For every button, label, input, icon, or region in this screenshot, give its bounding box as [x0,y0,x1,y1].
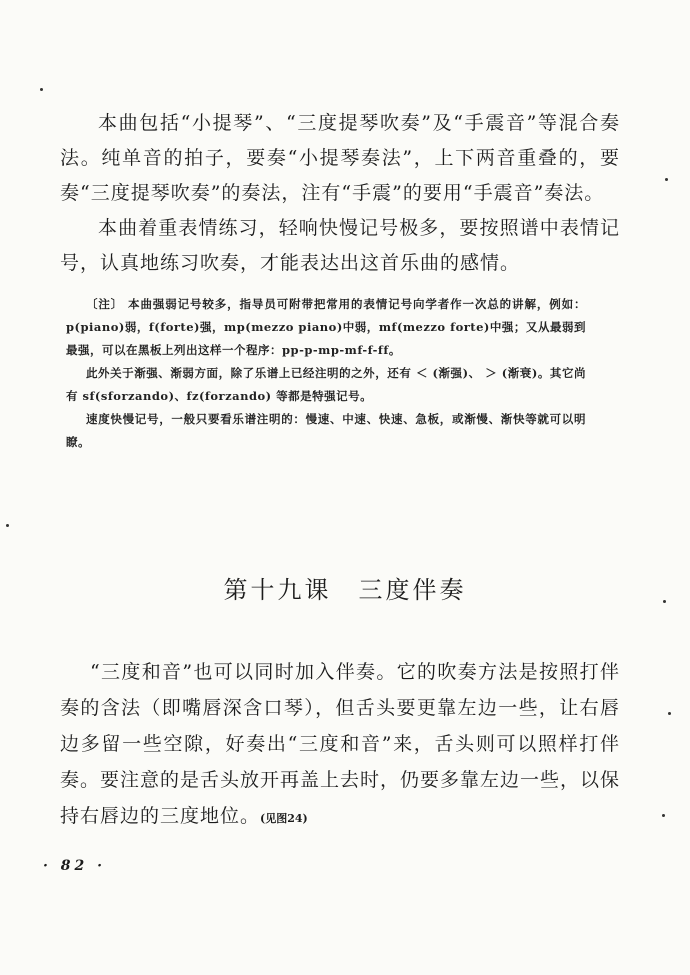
page-number: · 82 · [43,858,106,874]
note-crescendo: 此外关于渐强、渐弱方面，除了乐谱上已经注明的之外，还有 ＜ (渐强)、 ＞ (渐衰)。其它尚有 sf(sforzando)、fz(forzando) 等都是特强记号。 [66,366,586,403]
figure-reference: (见图24) [260,812,308,825]
lesson-paragraph [60,654,620,837]
lesson-paragraph-text: “三度和音”也可以同时加入伴奏。它的吹奏方法是按照打伴奏的含法（即嘴唇深含口琴），但舌头要更靠左边一些，让右唇边多留一些空隙，好奏出“三度和音”来，舌头则可以照样打伴奏。要注意的是舌头放开再盖上去时，仍要多靠左边一些，以保持右唇边的三度地位。 [60,661,621,827]
intro-paragraph-2: 本曲着重表情练习，轻响快慢记号极多，要按照谱中表情记号，认真地练习吹奏，才能表达出这首乐曲的感情。 [60,217,620,274]
scan-speck [6,524,9,527]
lesson-heading: 第十九课 三度伴奏 [223,576,467,604]
scan-speck [668,712,671,715]
scan-speck [662,814,665,817]
scan-speck [665,178,668,181]
scan-speck [663,600,666,603]
intro-paragraph-1: 本曲包括“小提琴”、“三度提琴吹奏”及“手震音”等混合奏法。纯单音的拍子，要奏“小提琴奏法”，上下两音重叠的，要奏“三度提琴吹奏”的奏法，注有“手震”的要用“手震音”奏法。 [60,112,620,204]
scan-speck [40,88,43,91]
notes-block [66,293,586,454]
note-tempo: 速度快慢记号，一般只要看乐谱注明的：慢速、中速、快速、急板，或渐慢、渐快等就可以明瞭。 [66,412,586,449]
note-dynamics: 〔注〕 本曲强弱记号较多，指导员可附带把常用的表情记号向学者作一次总的讲解，例如：p(piano)弱，f(forte)强，mp(mezzo piano)中弱，mf(mezzo forte)中强；又从最弱到最强，可以在黑板上列出这样一个程序：pp-p-mp-mf-f-ff。 [66,297,586,357]
